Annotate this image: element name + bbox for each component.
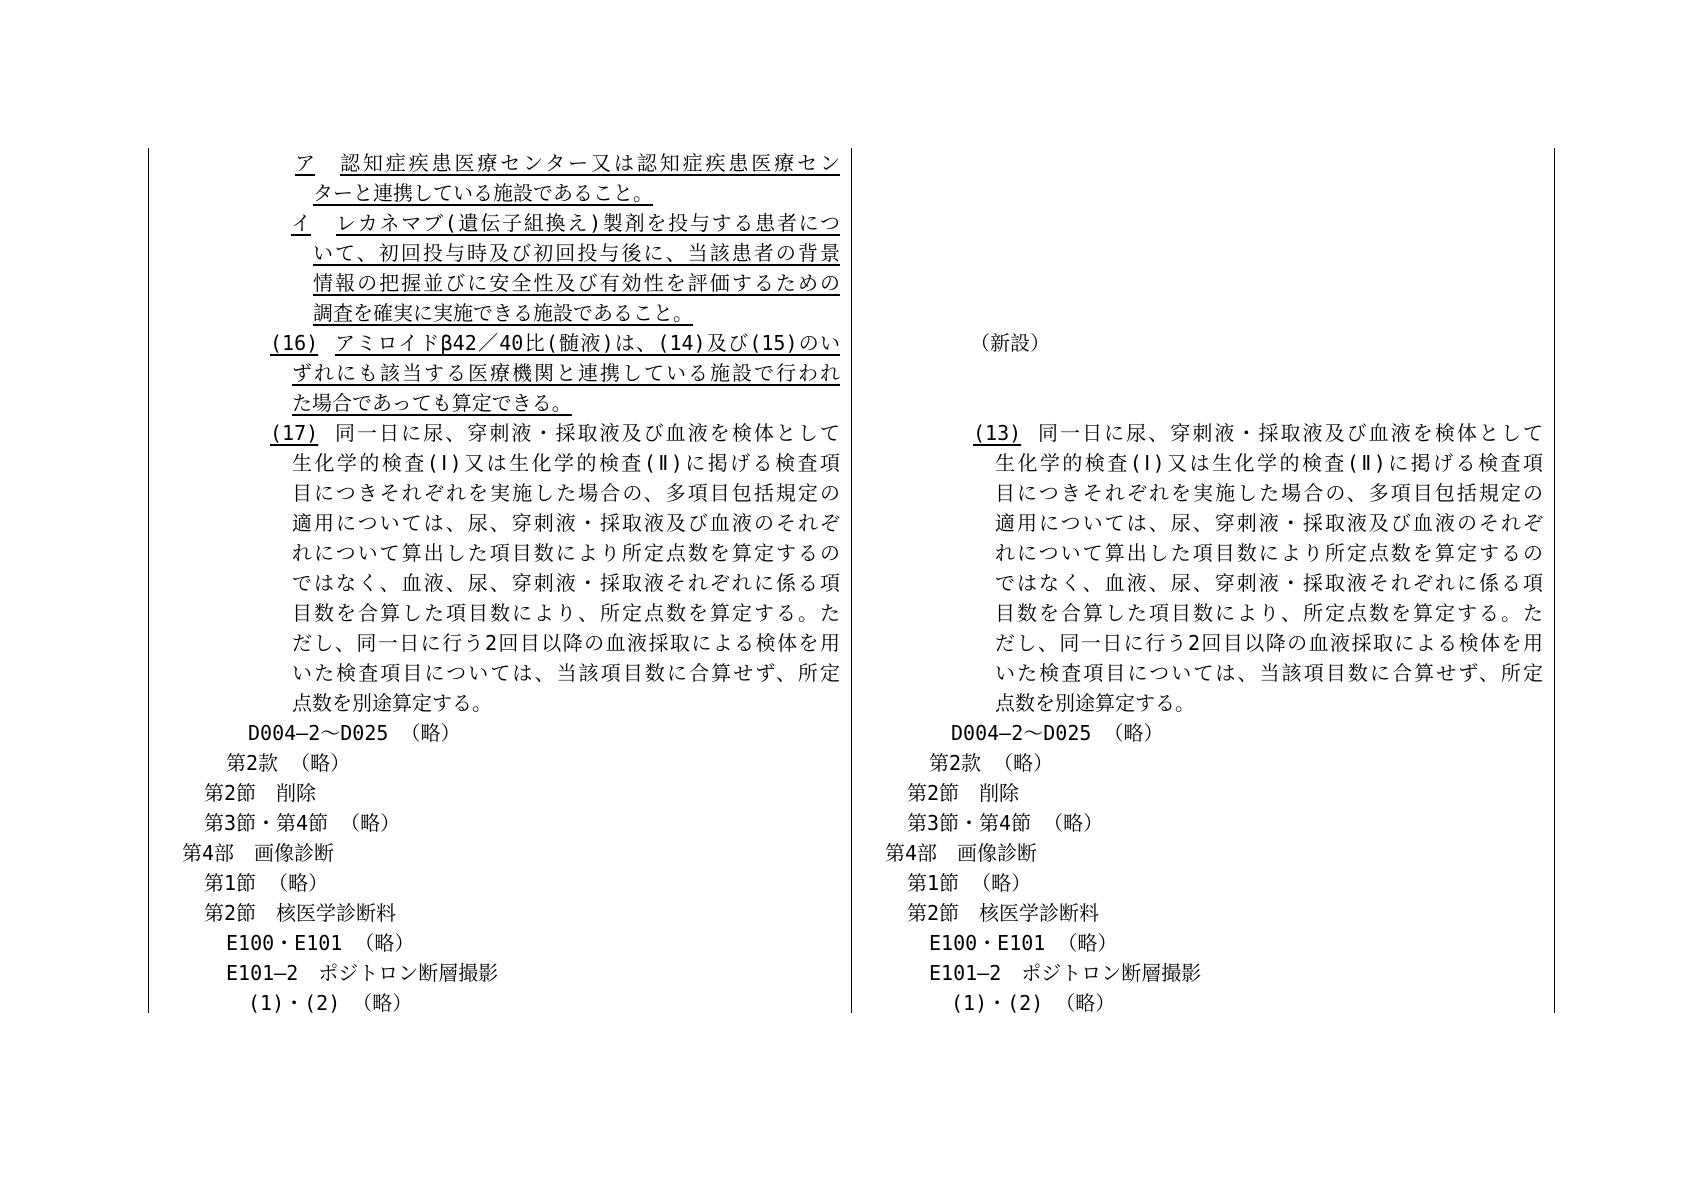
outline-heading: 第2款 （略） [226,751,351,775]
para-17-line: 同一日に尿、穿刺液・採取液及び血液を検体として [335,421,840,445]
outline-heading: E100・E101 （略） [226,931,415,955]
para-13-number: (13) [973,421,1022,445]
outline-heading: 第4部 画像診断 [182,841,335,865]
item-a-line: ターと連携している施設であること。 [313,181,653,205]
outline-heading: 第4部 画像診断 [885,841,1038,865]
center-divider [851,148,852,1013]
para-17-line: ではなく、血液、尿、穿刺液・採取液それぞれに係る項 [292,571,840,595]
outline-heading: 第3節・第4節 （略） [907,811,1104,835]
outline-heading: D004―2～D025 （略） [951,721,1164,745]
outline-heading: 第1節 （略） [204,871,329,895]
para-13-line: 同一日に尿、穿刺液・採取液及び血液を検体として [1038,421,1543,445]
outline-heading: 第2節 削除 [204,781,317,805]
para-13-line: 目数を合算した項目数により、所定点数を算定する。た [995,601,1543,625]
outline-heading: 第2款 （略） [929,751,1054,775]
outline-heading: (1)・(2) （略） [951,991,1116,1015]
item-i-line: いて、初回投与時及び初回投与後に、当該患者の背景 [313,241,840,265]
para-17-line: いた検査項目については、当該項目数に合算せず、所定 [292,661,840,685]
para-17-line: 点数を別途算定する。 [292,691,492,715]
outline-heading: E101―2 ポジトロン断層撮影 [929,961,1202,985]
para-13-line: だし、同一日に行う2回目以降の血液採取による検体を用 [995,631,1543,655]
para-16-line: ずれにも該当する医療機関と連携している施設で行われ [292,361,840,385]
item-i-line: レカネマブ(遺伝子組換え)製剤を投与する患者につ [336,211,840,235]
outline-heading: 第1節 （略） [907,871,1032,895]
para-13-line: 点数を別途算定する。 [995,691,1195,715]
item-i-line: 調査を確実に実施できる施設であること。 [313,301,693,325]
para-13-line: ではなく、血液、尿、穿刺液・採取液それぞれに係る項 [995,571,1543,595]
item-a-line: 認知症疾患医療センター又は認知症疾患医療セン [340,151,840,175]
para-13-line: 生化学的検査(Ⅰ)又は生化学的検査(Ⅱ)に掲げる検査項 [995,451,1543,475]
para-17-number: (17) [270,421,319,445]
right-border [1554,148,1555,1013]
outline-heading: D004―2～D025 （略） [248,721,461,745]
outline-heading: 第3節・第4節 （略） [204,811,401,835]
item-i-mark: イ [291,211,311,235]
outline-heading: 第2節 核医学診断料 [907,901,1100,925]
para-13-line: いた検査項目については、当該項目数に合算せず、所定 [995,661,1543,685]
outline-heading: E100・E101 （略） [929,931,1118,955]
para-13-line: れについて算出した項目数により所定点数を算定するの [995,541,1543,565]
item-a-mark: ア [295,151,315,175]
outline-heading: 第2節 核医学診断料 [204,901,397,925]
para-16-line: アミロイドβ42／40比(髄液)は、(14)及び(15)のい [335,331,840,355]
para-16-number: (16) [270,331,319,355]
outline-heading: (1)・(2) （略） [248,991,413,1015]
para-13-line: 目につきそれぞれを実施した場合の、多項目包括規定の [995,481,1543,505]
para-17-line: 目数を合算した項目数により、所定点数を算定する。た [292,601,840,625]
new-establishment-label: （新設） [970,331,1050,355]
para-17-line: 目につきそれぞれを実施した場合の、多項目包括規定の [292,481,840,505]
outline-heading: 第2節 削除 [907,781,1020,805]
para-16-line: た場合であっても算定できる。 [292,391,572,415]
para-17-line: 適用については、尿、穿刺液・採取液及び血液のそれぞ [292,511,840,535]
item-i-line: 情報の把握並びに安全性及び有効性を評価するための [313,271,840,295]
para-17-line: 生化学的検査(Ⅰ)又は生化学的検査(Ⅱ)に掲げる検査項 [292,451,840,475]
para-17-line: だし、同一日に行う2回目以降の血液採取による検体を用 [292,631,840,655]
para-17-line: れについて算出した項目数により所定点数を算定するの [292,541,840,565]
outline-heading: E101―2 ポジトロン断層撮影 [226,961,499,985]
para-13-line: 適用については、尿、穿刺液・採取液及び血液のそれぞ [995,511,1543,535]
left-border [148,148,149,1013]
